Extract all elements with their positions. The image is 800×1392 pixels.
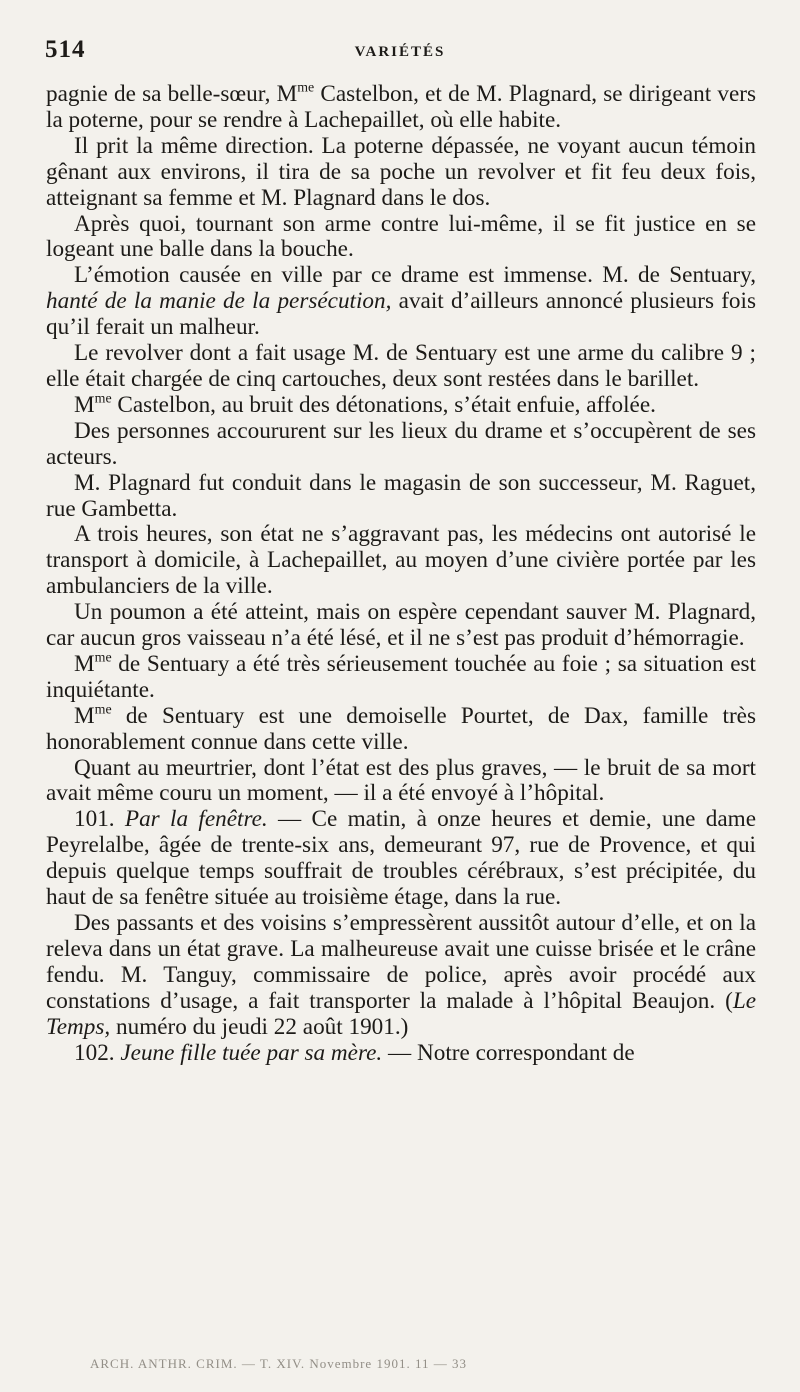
text-run: M: [74, 391, 95, 418]
paragraph: [46, 807, 756, 911]
italic-text: hanté de la manie de la persécution,: [46, 288, 392, 315]
paragraph: [46, 1041, 756, 1067]
italic-text: Le Temps,: [46, 987, 756, 1040]
text-run: Il prit la même direction. La poterne dépassée, ne voyant aucun témoin gênant aux environs, il tira de sa poche un revolver et fit feu deux fois, atteignant sa femme et M. Plagnard dans le dos.: [46, 132, 756, 211]
superscript: me: [297, 80, 315, 96]
paragraph: [46, 419, 756, 471]
paragraph: [46, 341, 756, 393]
paragraph: [46, 82, 756, 134]
text-run: 101.: [74, 806, 125, 833]
text-run: de Sentuary a été très sérieusement touchée au foie ; sa situation est inquiétante.: [46, 650, 756, 703]
paragraph: [46, 522, 756, 600]
paragraph: [46, 704, 756, 756]
text-run: numéro du jeudi 22 août 1901.): [110, 1013, 409, 1040]
text-run: Castelbon, au bruit des détonations, s’était enfuie, affolée.: [111, 391, 656, 418]
text-run: A trois heures, son état ne s’aggravant pas, les médecins ont autorisé le transport à domicile, à Lachepaillet, au moyen d’une civière portée par les ambulanciers de la ville.: [46, 521, 756, 600]
paragraph: [46, 911, 756, 1041]
body-text: [46, 82, 756, 1066]
text-run: 102.: [74, 1039, 121, 1066]
paragraph: [46, 471, 756, 523]
paragraph: [46, 393, 756, 419]
paragraph: [46, 756, 756, 808]
text-run: Un poumon a été atteint, mais on espère cependant sauver M. Plagnard, car aucun gros vaisseau n’a été lésé, et il ne s’est pas produit d’hémorragie.: [46, 599, 756, 652]
paragraph: [46, 212, 756, 264]
text-run: avait d’ailleurs annoncé plusieurs fois qu’il ferait un malheur.: [46, 288, 756, 341]
text-run: — Notre correspondant de: [382, 1039, 635, 1066]
superscript: me: [94, 702, 112, 718]
text-run: Castelbon, et de M. Plagnard, se dirigeant vers la poterne, pour se rendre à Lachepaillet, où elle habite.: [46, 81, 756, 133]
footer-signature: ARCH. ANTHR. CRIM. — T. XIV. Novembre 1901. 11 — 33: [90, 1356, 467, 1371]
text-run: pagnie de sa belle-sœur, M: [46, 81, 298, 107]
paragraph: [46, 652, 756, 704]
text-run: Des passants et des voisins s’empressèrent aussitôt autour d’elle, et on la releva dans un état grave. La malheureuse avait une cuisse brisée et le crâne fendu. M. Tanguy, commissaire de police, après avoir procédé aux constations d’usage, a fait transporter la malade à l’hôpital Beaujon. (: [46, 910, 756, 1014]
paragraph: [46, 134, 756, 212]
running-head: VARIÉTÉS: [354, 44, 446, 60]
text-run: M: [74, 702, 95, 729]
text-run: — Ce matin, à onze heures et demie, une dame Peyrelalbe, âgée de trente-six ans, demeurant 97, rue de Provence, et qui depuis quelque temps souffrait de troubles cérébraux, s’est précipitée, du haut de sa fenêtre située au troisième étage, dans la rue.: [46, 806, 756, 911]
paragraph: [46, 600, 756, 652]
italic-text: Par la fenêtre.: [124, 806, 268, 833]
text-run: Des personnes accoururent sur les lieux du drame et s’occupèrent de ses acteurs.: [46, 417, 756, 470]
text-run: de Sentuary est une demoiselle Pourtet, de Dax, famille très honorablement connue dans cette ville.: [46, 702, 756, 755]
italic-text: Jeune fille tuée par sa mère.: [120, 1039, 383, 1066]
page-header: [45, 36, 755, 76]
superscript: me: [94, 391, 112, 407]
superscript: me: [94, 650, 112, 666]
text-run: M: [74, 650, 95, 677]
text-run: Le revolver dont a fait usage M. de Sentuary est une arme du calibre 9 ; elle était chargée de cinq cartouches, deux sont restées dans le barillet.: [46, 340, 756, 392]
text-run: M. Plagnard fut conduit dans le magasin de son successeur, M. Raguet, rue Gambetta.: [46, 469, 756, 522]
page-number: 514: [45, 36, 86, 63]
text-run: L’émotion causée en ville par ce drame est immense. M. de Sentuary,: [74, 262, 756, 289]
text-run: Quant au meurtrier, dont l’état est des plus graves, — le bruit de sa mort avait même couru un moment, — il a été envoyé à l’hôpital.: [46, 754, 756, 807]
paragraph: [46, 263, 756, 341]
text-run: Après quoi, tournant son arme contre lui-même, il se fit justice en se logeant une balle dans la bouche.: [46, 210, 756, 263]
